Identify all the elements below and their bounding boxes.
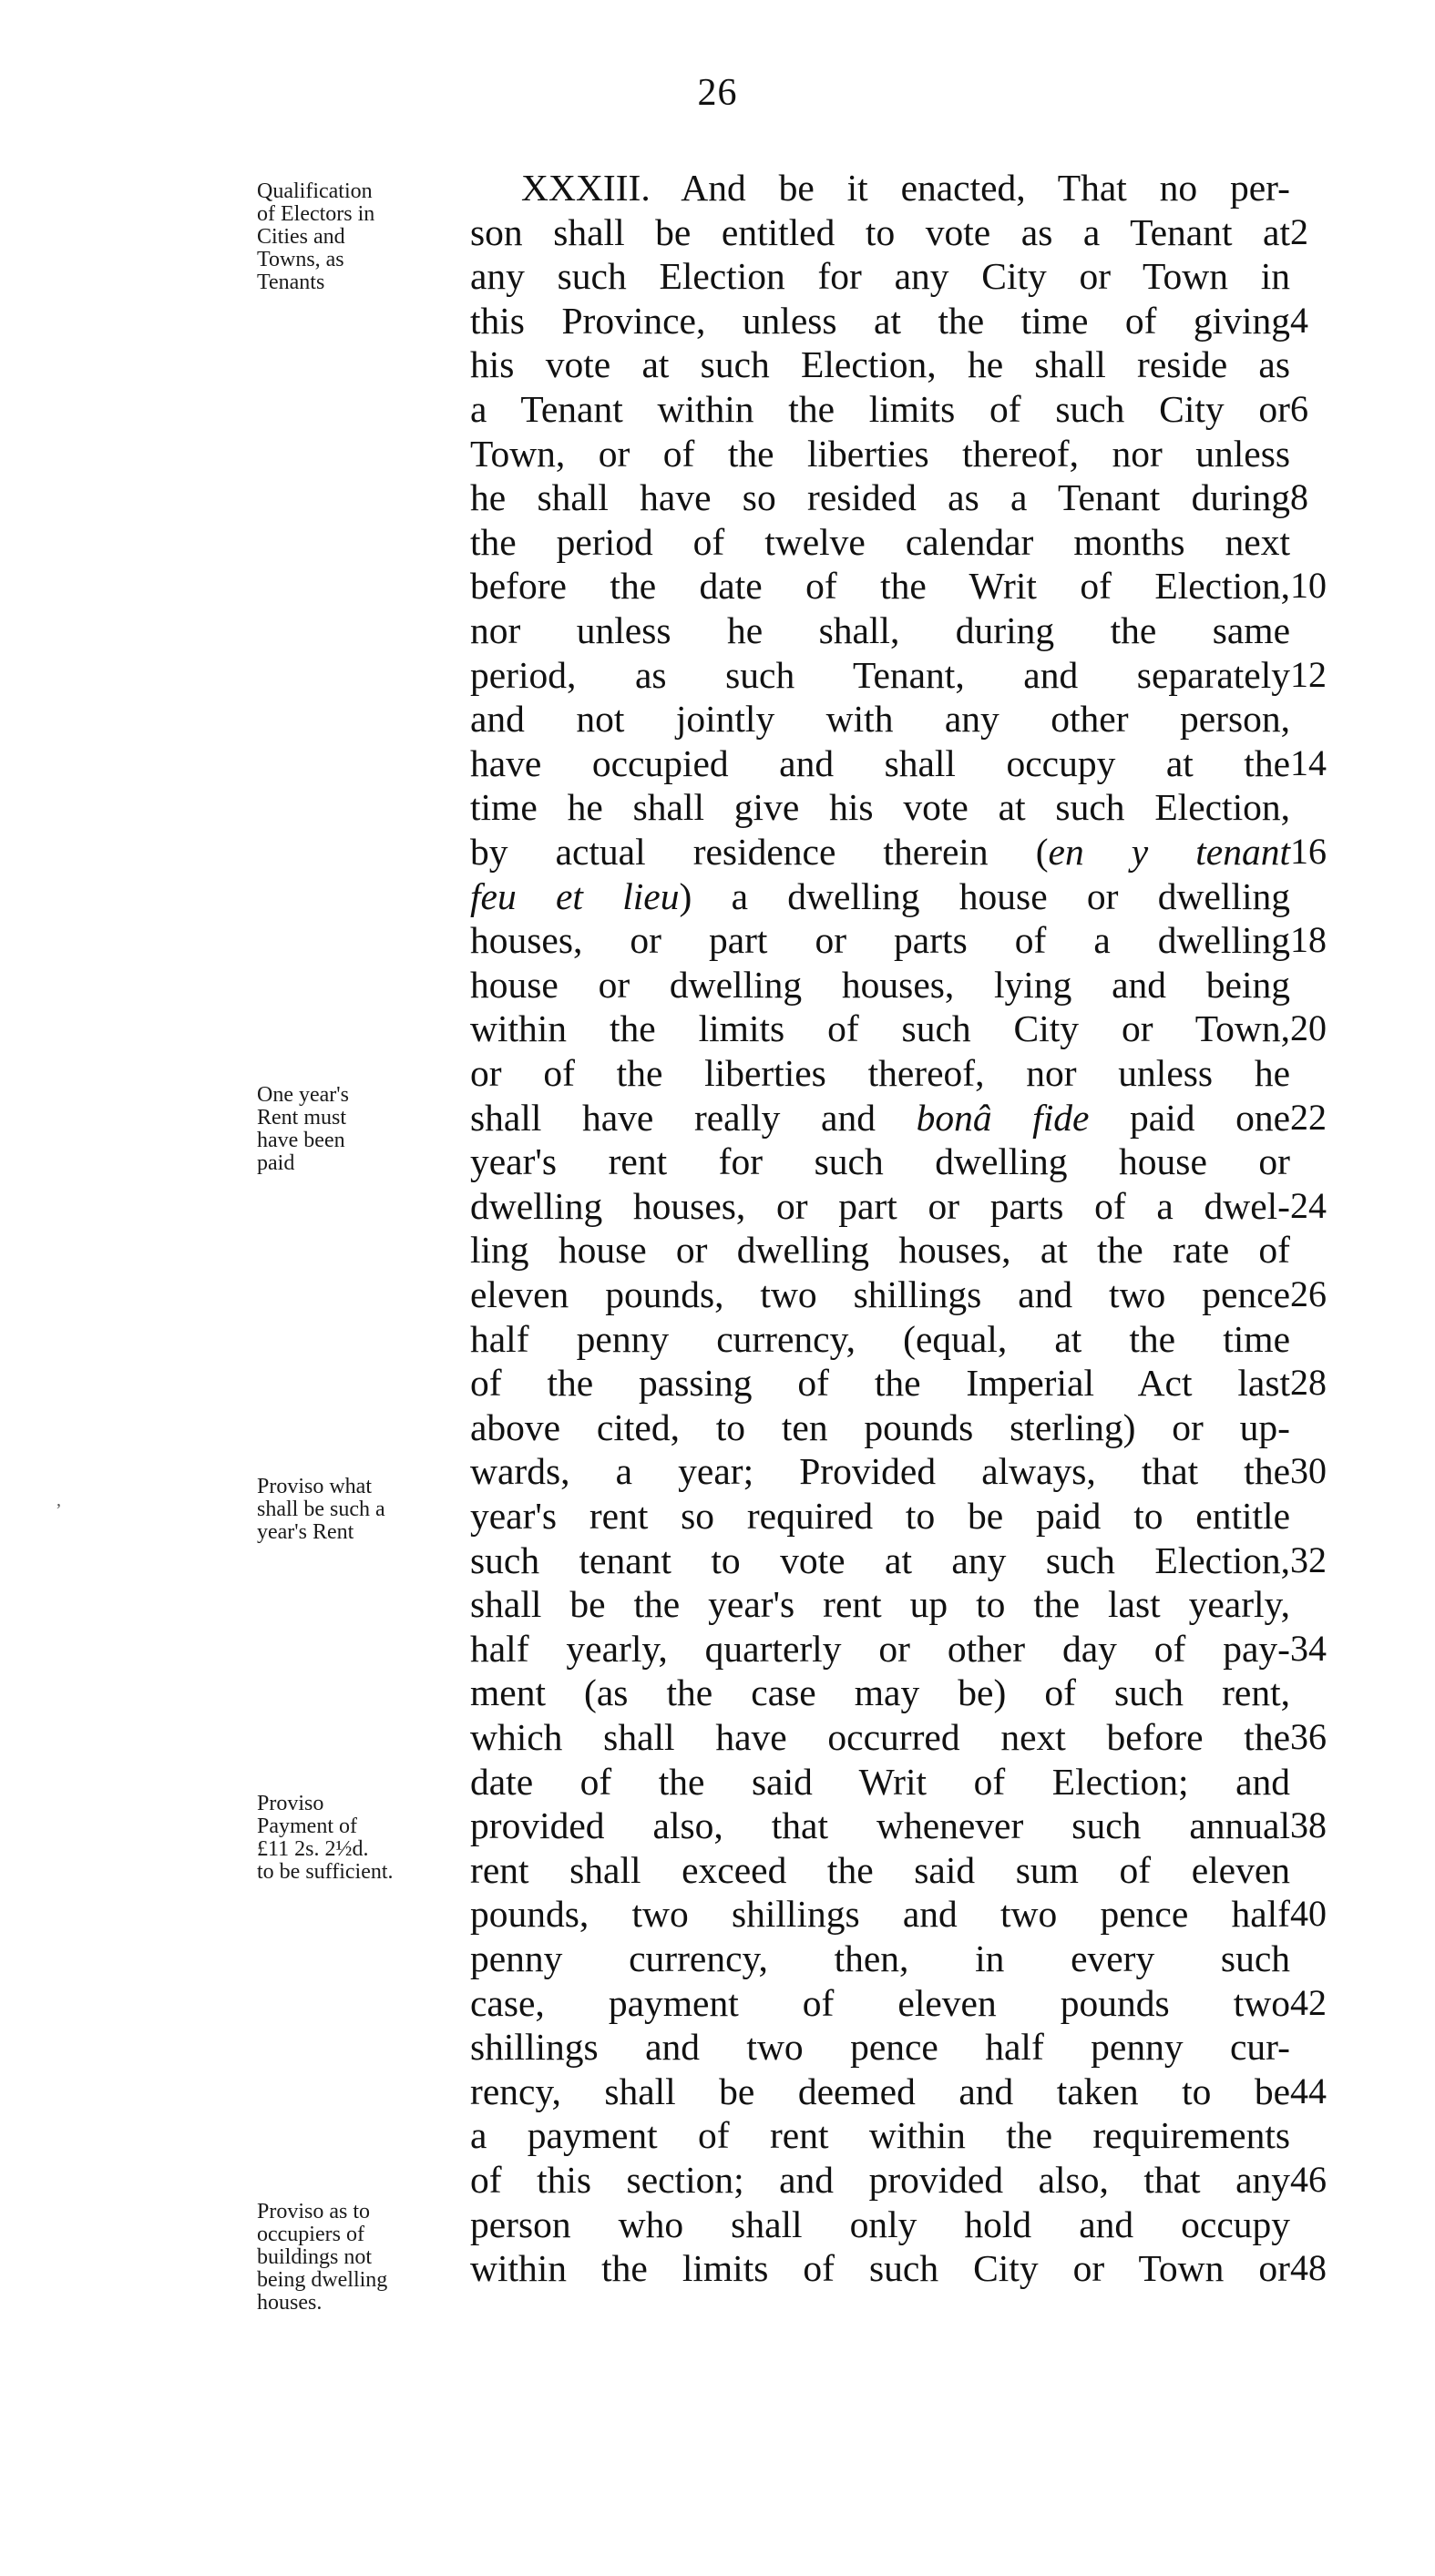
body-line [470, 1804, 1290, 1847]
body-line-text: and not jointly with any other person, [470, 698, 1290, 740]
body-line-text: shall be the year's rent up to the last yearly, [470, 1583, 1290, 1625]
line-number: 46 [1290, 2159, 1327, 2200]
body-line [470, 432, 1290, 475]
body-line-text: nor unless he shall, during the same [470, 609, 1290, 651]
body-line-text: such tenant to vote at any such Election, [470, 1539, 1290, 1581]
margin-note-line: One year's [257, 1083, 349, 1107]
margin-note-qualification [257, 180, 448, 294]
body-line [470, 1184, 1290, 1228]
body-line [470, 2246, 1290, 2290]
stray-mark: , [56, 1490, 61, 1510]
body-line [470, 564, 1290, 608]
line-number: 2 [1290, 211, 1308, 252]
margin-note-line: Proviso as to [257, 2200, 371, 2223]
body-line-text: he shall have so resided as a Tenant during [470, 476, 1290, 518]
body-line [470, 2070, 1290, 2113]
body-line-text: a Tenant within the limits of such City or [470, 388, 1290, 430]
body-line [470, 608, 1290, 652]
body-line [470, 785, 1290, 829]
body-line [470, 1715, 1290, 1759]
margin-note-line: being dwelling [257, 2268, 388, 2292]
page-number: 26 [697, 72, 738, 114]
body-line [470, 254, 1290, 298]
body-line [470, 1671, 1290, 1714]
body-line [470, 1007, 1290, 1050]
body-line-text: son shall be entitled to vote as a Tenant at [470, 211, 1290, 253]
body-line [470, 1494, 1290, 1538]
line-number: 16 [1290, 831, 1327, 872]
body-line [470, 342, 1290, 386]
body-line [470, 1848, 1290, 1892]
body-line-text: rent shall exceed the said sum of eleven [470, 1849, 1290, 1891]
margin-note-line: shall be such a [257, 1498, 385, 1521]
body-line-text: of the passing of the Imperial Act last [470, 1362, 1290, 1404]
line-number: 38 [1290, 1804, 1327, 1845]
margin-note-line: Payment of [257, 1814, 357, 1838]
body-line-text: half penny currency, (equal, at the time [470, 1318, 1290, 1360]
line-number: 12 [1290, 654, 1327, 695]
body-line [470, 741, 1290, 785]
margin-note-line: houses. [257, 2291, 323, 2315]
line-number: 8 [1290, 476, 1308, 517]
line-number: 34 [1290, 1628, 1327, 1669]
body-line-text: Town, or of the liberties thereof, nor unless [470, 433, 1290, 475]
body-line-text: case, payment of eleven pounds two [470, 1982, 1290, 2024]
body-line-text: have occupied and shall occupy at the [470, 742, 1290, 784]
body-line-text: shall have really and bonâ fide paid one [470, 1097, 1290, 1139]
body-line-text: within the limits of such City or Town, [470, 1007, 1290, 1049]
body-line-text: penny currency, then, in every such [470, 1937, 1290, 1979]
body-line-text: above cited, to ten pounds sterling) or up- [470, 1406, 1290, 1448]
margin-note-proviso-rent [257, 1476, 448, 1544]
line-number: 6 [1290, 388, 1308, 429]
margin-note-line: have been [257, 1129, 345, 1152]
line-number: 30 [1290, 1450, 1327, 1491]
margin-note-proviso-payment [257, 1793, 448, 1884]
body-line [470, 1981, 1290, 2025]
body-line [470, 1582, 1290, 1626]
line-number: 10 [1290, 565, 1327, 606]
body-line-text: date of the said Writ of Election; and [470, 1761, 1290, 1803]
body-line-text: half yearly, quarterly or other day of pay- [470, 1628, 1290, 1670]
line-number: 40 [1290, 1893, 1327, 1934]
margin-note-line: Rent must [257, 1106, 347, 1130]
margin-note-line: buildings not [257, 2245, 373, 2269]
body-line [470, 1937, 1290, 1980]
body-line-text: his vote at such Election, he shall reside as [470, 343, 1290, 385]
line-number: 20 [1290, 1007, 1327, 1048]
margin-note-line: £11 2s. 2½d. [257, 1837, 369, 1861]
body-line-text: a payment of rent within the requirements [470, 2114, 1290, 2156]
body-line [470, 1449, 1290, 1493]
body-line [470, 299, 1290, 342]
body-line [470, 1228, 1290, 1272]
body-line-text: year's rent so required to be paid to entitle [470, 1495, 1290, 1537]
body-line [470, 166, 1290, 210]
line-number: 44 [1290, 2070, 1327, 2111]
body-line [470, 1140, 1290, 1183]
margin-note-line: Proviso what [257, 1475, 372, 1498]
body-line-text: by actual residence therein (en y tenant [470, 831, 1290, 873]
body-line-text: which shall have occurred next before the [470, 1716, 1290, 1758]
body-line [470, 210, 1290, 254]
body-line-text: provided also, that whenever such annual [470, 1804, 1290, 1846]
body-line [470, 874, 1290, 918]
margin-note-line: Towns, as [257, 248, 344, 271]
body-line [470, 2158, 1290, 2202]
body-line-text: this Province, unless at the time of giving [470, 300, 1290, 342]
body-line-text: year's rent for such dwelling house or [470, 1140, 1290, 1182]
margin-note-line: occupiers of [257, 2223, 364, 2246]
body-line-text: the period of twelve calendar months next [470, 521, 1290, 563]
margin-note-line: Qualification [257, 179, 373, 203]
margin-note-proviso-occupiers [257, 2201, 448, 2315]
body-line-text: dwelling houses, or part or parts of a dwel- [470, 1185, 1290, 1227]
margin-note-rent-paid [257, 1084, 448, 1175]
body-line-text: XXXIII. And be it enacted, That no per- [521, 167, 1290, 209]
line-number: 48 [1290, 2247, 1327, 2288]
body-line [470, 918, 1290, 962]
body-line-text: feu et lieu) a dwelling house or dwelling [470, 875, 1290, 917]
body-line [470, 1096, 1290, 1140]
body-line [470, 1538, 1290, 1582]
line-number: 28 [1290, 1362, 1327, 1403]
body-line [470, 2203, 1290, 2246]
body-line-text: before the date of the Writ of Election, [470, 565, 1290, 607]
body-line-text: ment (as the case may be) of such rent, [470, 1671, 1290, 1713]
margin-note-line: Cities and [257, 225, 345, 249]
margin-note-line: Tenants [257, 271, 325, 294]
line-number: 26 [1290, 1273, 1327, 1314]
line-number: 42 [1290, 1982, 1327, 2023]
body-line-text: ling house or dwelling houses, at the rate of [470, 1229, 1290, 1271]
body-line [470, 1273, 1290, 1316]
body-line-text: within the limits of such City or Town or [470, 2247, 1290, 2289]
line-number: 4 [1290, 300, 1308, 341]
body-line [470, 1892, 1290, 1936]
body-line-text: any such Election for any City or Town in [470, 255, 1290, 297]
margin-note-line: Proviso [257, 1792, 324, 1815]
body-line-text: eleven pounds, two shillings and two pence [470, 1273, 1290, 1315]
line-number: 14 [1290, 742, 1327, 783]
body-line [470, 1317, 1290, 1361]
body-line [470, 387, 1290, 431]
line-number: 32 [1290, 1539, 1327, 1580]
body-line-text: period, as such Tenant, and separately [470, 654, 1290, 696]
body-line-text: wards, a year; Provided always, that the [470, 1450, 1290, 1492]
body-line [470, 1627, 1290, 1671]
body-line-text: pounds, two shillings and two pence half [470, 1893, 1290, 1935]
body-line-text: or of the liberties thereof, nor unless he [470, 1052, 1290, 1094]
body-line-text: time he shall give his vote at such Election, [470, 786, 1290, 828]
margin-note-line: of Electors in [257, 202, 375, 226]
body-line [470, 1760, 1290, 1804]
margin-note-line: year's Rent [257, 1520, 354, 1544]
body-line [470, 475, 1290, 519]
line-number: 24 [1290, 1185, 1327, 1226]
body-line [470, 697, 1290, 741]
body-line [470, 1361, 1290, 1405]
line-number: 22 [1290, 1097, 1327, 1138]
line-number: 18 [1290, 919, 1327, 960]
body-line [470, 2113, 1290, 2157]
body-line [470, 2025, 1290, 2069]
margin-note-line: to be sufficient. [257, 1860, 394, 1884]
body-line-text: houses, or part or parts of a dwelling [470, 919, 1290, 961]
body-line-text: person who shall only hold and occupy [470, 2203, 1290, 2245]
body-line [470, 1406, 1290, 1449]
body-line [470, 653, 1290, 697]
body-line [470, 963, 1290, 1007]
body-line [470, 520, 1290, 564]
body-line [470, 1051, 1290, 1095]
line-number: 36 [1290, 1716, 1327, 1757]
body-line-text: shillings and two pence half penny cur- [470, 2026, 1290, 2068]
body-line [470, 830, 1290, 874]
body-line-text: house or dwelling houses, lying and being [470, 964, 1290, 1006]
body-line-text: rency, shall be deemed and taken to be [470, 2070, 1290, 2112]
body-line-text: of this section; and provided also, that any [470, 2159, 1290, 2201]
margin-note-line: paid [257, 1151, 295, 1175]
